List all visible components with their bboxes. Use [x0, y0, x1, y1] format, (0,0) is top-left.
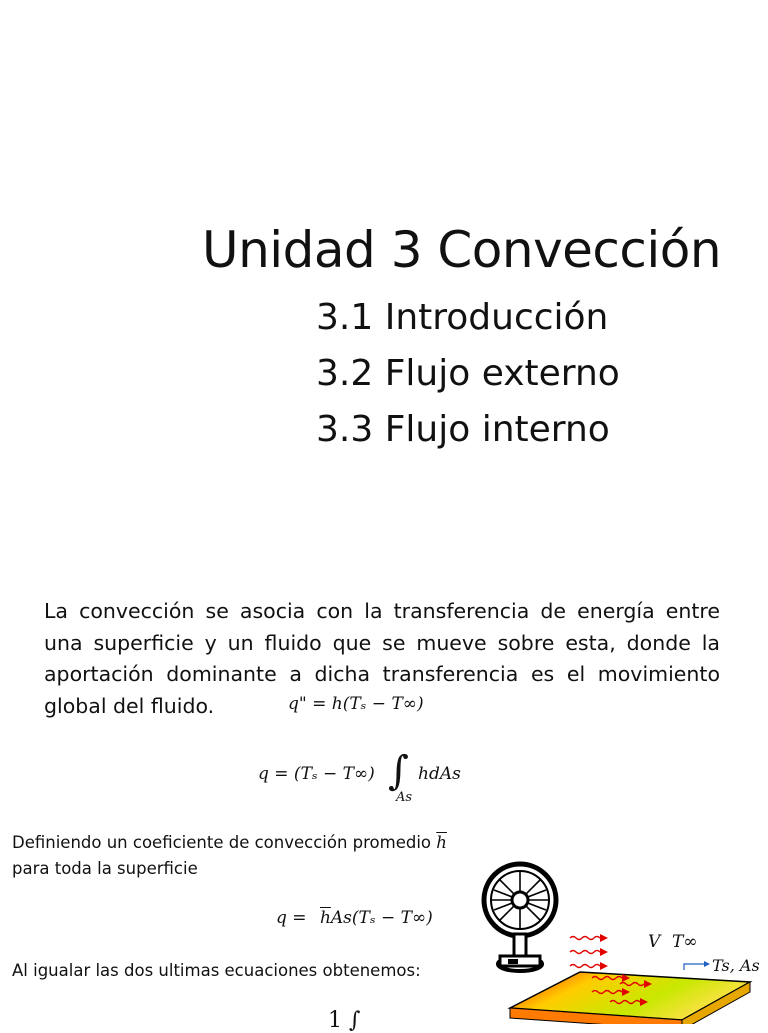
note-equate: Al igualar las dos ultimas ecuaciones obtenemos: [12, 961, 421, 980]
note-average-line2: para toda la superficie [12, 859, 198, 878]
equation-integral-left: q = (Tₛ − T∞) [258, 764, 375, 784]
equation-average [276, 908, 433, 928]
equation-partial: 1 ∫ [328, 1008, 361, 1033]
note-average-coefficient [12, 830, 447, 855]
label-velocity: V [648, 932, 661, 952]
note-average-line1: Definiendo un coeficiente de convección promedio [12, 833, 432, 852]
intro-paragraph: La convección se asocia con la transferencia de energía entre una superficie y un fluido que se mueve sobre esta, donde la aportación dominante a dicha transferencia es el movimiento global del fluido. [44, 599, 720, 718]
label-t-infinity: T∞ [672, 932, 698, 952]
equation-integral-right: hdAs [418, 764, 461, 784]
fan-icon [484, 864, 556, 971]
equation-average-hbar: $\overline{h}$ [319, 908, 331, 928]
equation-heat-flux: q" = h(Tₛ − T∞) [288, 694, 424, 714]
equation-average-right: As(Tₛ − T∞) [330, 908, 433, 928]
topic-3-1: 3.1 Introducción [316, 297, 609, 338]
h-bar-symbol: $\overline{h}$ [436, 833, 447, 852]
equation-average-left: q = [276, 908, 307, 928]
topic-3-3: 3.3 Flujo interno [316, 409, 610, 450]
slide-title: Unidad 3 Convección [202, 221, 722, 279]
integral-sign: ∫ [388, 748, 409, 794]
equation-integral [258, 748, 498, 808]
heated-plate [510, 972, 750, 1024]
label-surface: Ts, As [712, 956, 760, 975]
surface-pointer [684, 964, 704, 970]
topic-3-2: 3.2 Flujo externo [316, 353, 620, 394]
convection-figure [470, 860, 768, 1024]
integral-subscript: As [396, 790, 413, 805]
